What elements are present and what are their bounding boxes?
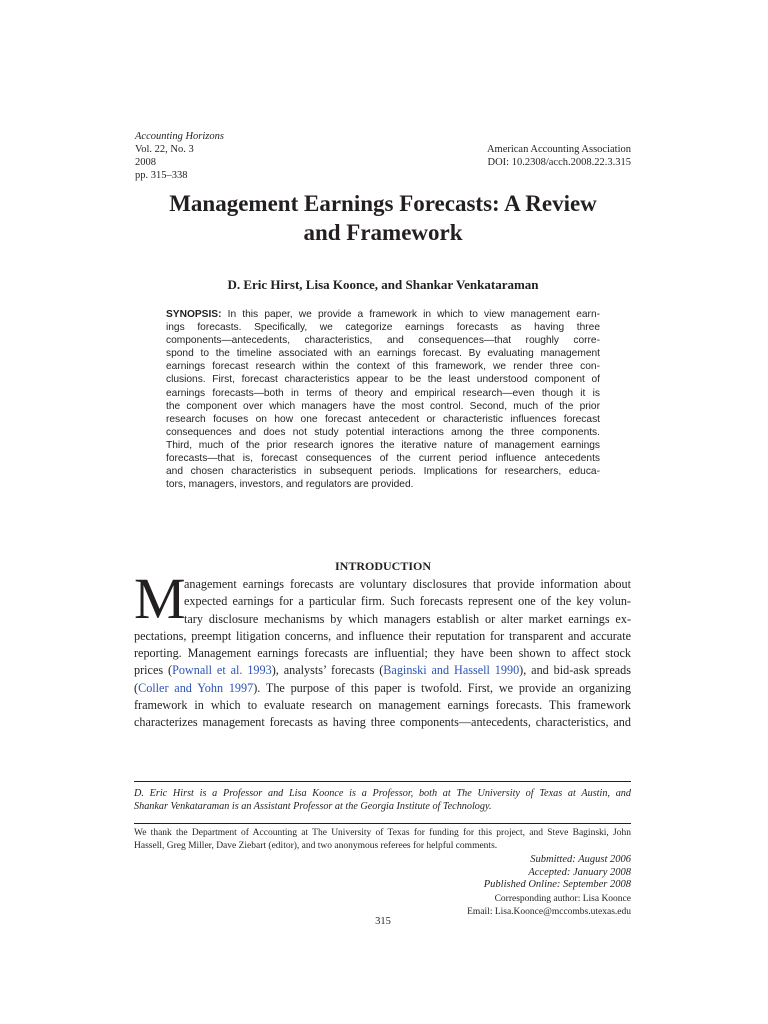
publisher-name: American Accounting Association — [486, 144, 631, 155]
corresponding-author — [400, 893, 631, 918]
synopsis-line: ings forecasts. Specifically, we categorize earnings forecasts as having three — [166, 322, 600, 334]
acknowledgment-line: Hassell, Greg Miller, Dave Ziebart (editor), and two anonymous referees for helpful comments. — [134, 840, 498, 851]
citation-link-baginski[interactable]: Baginski and Hassell 1990 — [383, 663, 520, 678]
corresponding-author-name: Corresponding author: Lisa Koonce — [494, 894, 631, 904]
title-line-1: Management Earnings Forecasts: A Review — [169, 191, 597, 216]
introduction-body — [134, 576, 631, 732]
publisher-info — [400, 143, 631, 169]
journal-name: Accounting Horizons — [135, 131, 224, 142]
citation-link-pownall[interactable]: Pownall et al. 1993 — [172, 663, 272, 678]
body-line: anagement earnings forecasts are voluntary disclosures that provide information about — [184, 577, 631, 591]
synopsis-line: tors, managers, investors, and regulators are provided. — [166, 479, 414, 491]
text-run: ), and bid-ask spreads — [519, 663, 631, 678]
submission-dates — [400, 854, 631, 892]
accepted-date: Accepted: January 2008 — [528, 866, 631, 878]
acknowledgment-divider — [134, 823, 631, 824]
body-line — [134, 662, 631, 679]
journal-pages: pp. 315–338 — [135, 170, 188, 181]
published-date: Published Online: September 2008 — [483, 879, 631, 891]
author-list: D. Eric Hirst, Lisa Koonce, and Shankar Venkataraman — [227, 277, 539, 292]
synopsis-line: earnings forecasts—both in terms of theory and empirical research—even though it is — [166, 387, 600, 399]
drop-cap: M — [134, 566, 186, 631]
section-heading-introduction: INTRODUCTION — [334, 559, 431, 573]
page-number: 315 — [375, 916, 391, 927]
citation-link-coller[interactable]: Coller and Yohn 1997 — [138, 680, 254, 695]
text-run: prices ( — [134, 663, 173, 678]
paper-title — [100, 189, 666, 247]
body-line: framework in which to evaluate research on management earnings forecasts. This framework — [134, 698, 631, 713]
synopsis — [166, 308, 600, 491]
synopsis-line: In this paper, we provide a framework in which to view management earn- — [221, 309, 600, 320]
journal-info — [135, 130, 435, 182]
title-line-2: and Framework — [303, 220, 463, 245]
synopsis-line: consequences and does not study potential interactions among the three components. — [166, 426, 600, 438]
text-run: ( — [134, 680, 139, 695]
journal-year: 2008 — [135, 157, 156, 168]
affiliation-line: D. Eric Hirst is a Professor and Lisa Koonce is a Professor, both at The University of Texas at Austin, and — [134, 788, 631, 799]
doi: DOI: 10.2308/acch.2008.22.3.315 — [487, 157, 631, 168]
synopsis-line: clusions. First, forecast characteristics appear to be the least understood component of — [166, 374, 600, 386]
corresponding-author-email[interactable]: Email: Lisa.Koonce@mccombs.utexas.edu — [467, 906, 631, 917]
body-line — [134, 680, 631, 697]
text-run: ), analysts’ forecasts ( — [271, 663, 384, 678]
footnote-divider — [134, 781, 631, 782]
synopsis-line: the component over which managers have the most control. Second, much of the prior — [166, 400, 600, 412]
acknowledgment-line: We thank the Department of Accounting at The University of Texas for funding for this project, and Steve Baginski, John — [134, 828, 631, 838]
synopsis-line: Third, much of the prior research ignores the iterative nature of management earnings — [166, 439, 600, 451]
body-line: characterizes management forecasts as having three components—antecedents, characteristics, and — [134, 715, 631, 730]
body-line: tary disclosure mechanisms by which managers establish or alter market earnings ex- — [184, 611, 631, 626]
body-line: pectations, preempt litigation concerns, and influence their reputation for transparent and accurate — [134, 628, 631, 643]
synopsis-line: forecasts—that is, forecast consequences of the current period influence antecedents — [166, 453, 600, 465]
synopsis-label: SYNOPSIS: — [166, 309, 222, 320]
body-line: reporting. Management earnings forecasts are influential; they have been shown to affect stock — [134, 646, 631, 661]
acknowledgments — [134, 827, 631, 852]
body-line: expected earnings for a particular firm. Such forecasts represent one of the key volun- — [184, 594, 631, 609]
author-affiliation — [134, 787, 631, 813]
affiliation-line: Shankar Venkataraman is an Assistant Professor at the Georgia Institute of Technology. — [134, 801, 492, 812]
submitted-date: Submitted: August 2006 — [530, 854, 631, 865]
synopsis-line: earnings forecast research within the context of this framework, we render three con- — [166, 361, 600, 373]
text-run: ). The purpose of this paper is twofold. First, we provide an organizing — [253, 680, 632, 695]
synopsis-line: and chosen characteristics in subsequent periods. Implications for researchers, educa- — [166, 466, 600, 478]
journal-volume: Vol. 22, No. 3 — [135, 144, 194, 155]
synopsis-line: components—antecedents, characteristics, and consequences—that roughly corre- — [166, 335, 600, 347]
synopsis-line: research focuses on how one forecast antecedent or characteristic influences forecast — [166, 413, 600, 425]
synopsis-line: spond to the timeline associated with an earnings forecast. By evaluating management — [166, 348, 600, 360]
